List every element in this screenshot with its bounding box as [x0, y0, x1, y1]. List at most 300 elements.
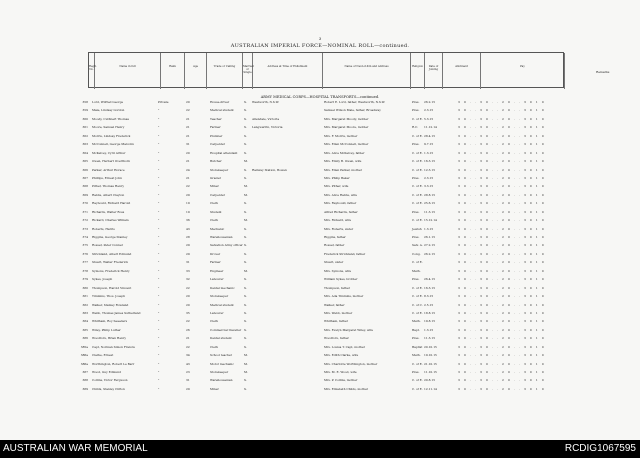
cell-rel: Pres.: [412, 100, 420, 104]
cell-ms: S.: [244, 226, 247, 231]
cell-rel: C. of E.: [412, 192, 423, 197]
cell-no: 366: [82, 167, 88, 172]
cell-rel: C. of E.: [412, 378, 423, 383]
cell-rank: ": [158, 159, 160, 164]
footer-left: AUSTRALIAN WAR MEMORIAL: [3, 443, 148, 454]
cell-name: Rabbs, Albert Clayton: [92, 192, 125, 197]
cell-no: 358: [82, 100, 88, 104]
cell-name: Rickard, Charles William: [92, 218, 129, 223]
col-name: Name in full: [95, 53, 161, 89]
cell-name: Stuart, Walter Frederick: [92, 260, 128, 265]
cell-ms: S.: [244, 319, 247, 324]
cell-rel: Pres.: [412, 277, 420, 282]
col-date: Date of Joining: [425, 53, 443, 89]
cell-trade: Storekeeper: [210, 370, 229, 374]
cell-age: 20: [186, 100, 190, 104]
cell-rank: ": [158, 218, 160, 223]
cell-rel: Pres.: [412, 370, 420, 374]
cell-date: 1.3.15: [424, 327, 434, 332]
cell-age: 24: [186, 167, 190, 172]
cell-name: Woodforu, Brian Henry: [92, 336, 127, 341]
cell-no: 360: [82, 116, 88, 121]
cell-rel: Baptist: [412, 344, 423, 349]
cell-ms: M.: [244, 370, 248, 374]
cell-pay-figures: 3 0 . . 3 0 . . 2 0 . . 3 0 1 0: [458, 125, 546, 130]
cell-pay-figures: 3 0 . . 3 0 . . 2 0 . . 3 0 1 0: [458, 336, 546, 341]
cell-trade: Plumber: [210, 133, 223, 138]
cell-age: 31: [186, 260, 190, 265]
cell-pay-figures: 3 0 . . 3 0 . . 2 0 . . 3 0 1 0: [458, 209, 546, 214]
cell-ms: S.: [244, 167, 247, 172]
cell-trade: Labourer: [210, 277, 224, 282]
cell-next: Rosser, father: [324, 243, 345, 248]
cell-ms: S.: [244, 336, 247, 341]
cell-no: 382: [82, 302, 88, 307]
cell-date: 2.5.15: [424, 302, 434, 307]
cell-next: William Sykes, brother: [324, 277, 358, 282]
cell-date: 20.8.15: [424, 378, 436, 383]
cell-ms: S.: [244, 116, 247, 121]
cell-addr: Westworth, N.S.W.: [252, 100, 279, 104]
cell-no: 369: [82, 192, 88, 197]
cell-name: McKelvey, Cyril Arthur: [92, 150, 126, 155]
cell-name: Worthington, Robert Le Barr: [92, 361, 135, 366]
cell-age: 29: [186, 251, 190, 256]
cell-date: 11.3.15: [424, 336, 436, 341]
cell-pay-figures: 3 0 . . 3 0 . . 2 0 . . 3 0 1 0: [458, 319, 546, 324]
cell-pay-figures: 3 0 . . 3 0 . . 2 0 . . 3 0 1 0: [458, 142, 546, 147]
cell-ms: M.: [244, 159, 248, 164]
cell-trade: Dental mechanic: [210, 285, 235, 290]
cell-name: Owen, Herbert Overthorn: [92, 159, 130, 164]
cell-rank: ": [158, 167, 160, 172]
cell-rel: Pres.: [412, 209, 420, 214]
cell-age: 22: [186, 319, 190, 324]
cell-next: Walker, father: [324, 302, 345, 307]
cell-pay-figures: 3 0 . . 3 0 . . 2 0 . . 3 0 1 0: [458, 100, 546, 104]
cell-rel: C. of E.: [412, 167, 423, 172]
cell-next: Mrs. Alice Rabbs, wife: [324, 192, 358, 197]
cell-no: 380: [82, 285, 88, 290]
cell-no: 367: [82, 175, 88, 180]
cell-date: 16.3.15: [424, 285, 436, 290]
cell-ms: S.: [244, 260, 247, 265]
cell-pay-figures: 3 0 . . 3 0 . . 2 0 . . 3 0 1 0: [458, 386, 546, 391]
cell-rank: ": [158, 108, 160, 113]
cell-ms: S.: [244, 235, 247, 239]
cell-trade: Grazier: [210, 175, 221, 180]
cell-no: 370: [82, 201, 88, 206]
cell-rel: Bapt.: [412, 327, 420, 332]
cell-pay-figures: 3 0 . . 3 0 . . 2 0 . . 3 0 1 0: [458, 175, 546, 180]
cell-name: Moore, Samuel Henry: [92, 125, 125, 130]
cell-date: 2.3.15: [424, 175, 434, 180]
cell-pay-figures: 3 0 . . 3 0 . . 2 0 . . 3 0 1 0: [458, 285, 546, 290]
cell-trade: Clerk: [210, 344, 218, 349]
cell-pay-figures: 3 0 . . 3 0 . . 2 0 . . 3 0 1 0: [458, 243, 546, 248]
cell-date: 1.3.15: [424, 226, 434, 231]
cell-next: Mrs. Symons, wife: [324, 268, 352, 273]
cell-date: 19.10.15: [424, 353, 437, 358]
cell-no: 363: [82, 142, 88, 147]
cell-next: Woodforu, father: [324, 336, 349, 341]
cell-trade: Miner: [210, 386, 219, 391]
cell-next: Mrs. Charlotte Worthington, mother: [324, 361, 378, 366]
cell-trade: Storekeeper: [210, 167, 229, 172]
cell-trade: Commercial traveller: [210, 327, 242, 332]
cell-trade: Medical student: [210, 108, 234, 113]
cell-age: 22: [186, 344, 190, 349]
cell-rel: C. of E.: [412, 201, 423, 206]
cell-rel: C. of E.: [412, 285, 423, 290]
cell-pay-figures: 3 0 . . 3 0 . . 2 0 . . 3 0 1 0: [458, 133, 546, 138]
cell-pay-figures: 3 0 . . 3 0 . . 2 0 . . 3 0 1 0: [458, 378, 546, 383]
cell-pay-figures: 3 0 . . 3 0 . . 2 0 . . 3 0 1 0: [458, 302, 546, 307]
cell-no: 387: [82, 370, 88, 374]
cell-trade: Teacher: [210, 116, 222, 121]
col-married: Married or Single: [243, 53, 253, 89]
cell-age: 29: [186, 386, 190, 391]
cell-next: Frederick Strickland, father: [324, 251, 366, 256]
cell-age: 19: [186, 209, 190, 214]
cell-ms: S.: [244, 133, 247, 138]
cell-no: 383: [82, 310, 88, 315]
cell-trade: Medical student: [210, 302, 234, 307]
col-rank: Rank: [161, 53, 185, 89]
cell-next: Mrs. Margaret Moore, mother: [324, 125, 369, 130]
cell-name: Whitham, Roy Seaeders: [92, 319, 128, 324]
cell-rank: ": [158, 243, 160, 248]
cell-trade: Labourer: [210, 310, 224, 315]
cell-age: 20: [186, 302, 190, 307]
cell-name: Timmins, Thos. Joseph: [92, 294, 126, 299]
cell-name: Collins, Victor Ferguson: [92, 378, 128, 383]
col-age: Age: [185, 53, 207, 89]
col-religion: Religion: [411, 53, 425, 89]
cell-name: Symons, Frederick Henry: [92, 268, 130, 273]
cell-pay-figures: 3 0 . . 3 0 . . 2 0 . . 3 0 1 0: [458, 167, 546, 172]
cell-rel: Salv. A.: [412, 243, 423, 248]
page-number: 3: [318, 36, 322, 41]
cell-rel: C. of E.: [412, 218, 423, 223]
cell-name: Wood, Guy Edmund: [92, 370, 121, 374]
cell-rank: ": [158, 344, 160, 349]
table-row: [82, 386, 588, 396]
cell-next: Mrs. Webb, mother: [324, 310, 353, 315]
cell-age: 21: [186, 125, 190, 130]
cell-trade: Mechanic: [210, 226, 225, 231]
cell-pay-figures: 3 0 . . 3 0 . . 2 0 . . 3 0 1 0: [458, 201, 546, 206]
cell-rank: ": [158, 226, 160, 231]
cell-name: Phillips, Ernest John: [92, 175, 122, 180]
cell-age: 21: [186, 116, 190, 121]
cell-no: 359: [82, 108, 88, 113]
cell-name: Male, Lindsay Gordon: [92, 108, 125, 113]
cell-next: Mrs. Evelyn Margaret Wiley, wife: [324, 327, 374, 332]
cell-no: 375: [82, 243, 88, 248]
cell-date: 26.4.15: [424, 277, 436, 282]
cell-trade: Farmer: [210, 260, 221, 265]
footer-bar: [0, 440, 640, 458]
cell-next: Samuel Wilson Male, father, Broadway: [324, 108, 381, 113]
cell-date: 11.3.15: [424, 209, 436, 214]
cell-rel: Jewish: [412, 226, 422, 231]
cell-rel: C. of E.: [412, 159, 423, 164]
cell-date: 9.7.15: [424, 142, 434, 147]
cell-no: 386a: [80, 353, 88, 358]
cell-rank: ": [158, 285, 160, 290]
cell-no: 381: [82, 294, 88, 299]
cell-ms: S.: [244, 201, 247, 206]
cell-age: 22: [186, 108, 190, 113]
col-pay: Pay: [481, 53, 565, 89]
cell-no: 377: [82, 260, 88, 265]
cell-date: 8.3.15: [424, 294, 434, 299]
cell-addr: Langwarrin, Victoria: [252, 125, 283, 130]
cell-date: 21.10.15: [424, 361, 437, 366]
cell-name: Clarke, Ernest: [92, 353, 114, 358]
cell-rank: ": [158, 235, 160, 239]
cell-age: 22: [186, 285, 190, 290]
cell-rank: ": [158, 319, 160, 324]
cell-no: 386a: [80, 361, 88, 366]
cell-pay-figures: 3 0 . . 3 0 . . 2 0 . . 3 0 1 0: [458, 370, 546, 374]
cell-rank: Private: [158, 100, 169, 104]
cell-rank: ": [158, 142, 160, 147]
cell-next: Mrs. Rickard, wife: [324, 218, 352, 223]
cell-rel: Pres.: [412, 235, 420, 239]
cell-rank: ": [158, 302, 160, 307]
section-heading: ARMY MEDICAL CORPS—HOSPITAL TRANSPORTS—continued.: [260, 95, 380, 99]
cell-trade: Clerk: [210, 218, 218, 223]
cell-next: Alfred Richards, father: [324, 209, 358, 214]
cell-ms: S.: [244, 142, 247, 147]
cell-name: Sykes, Joseph: [92, 277, 113, 282]
cell-name: Webb, Thomas James Sutherland: [92, 310, 141, 315]
cell-next: Mrs. F. Morris, mother: [324, 133, 358, 138]
col-address: Address at Time of Enlistment: [253, 53, 323, 89]
cell-rel: C. of E.: [412, 116, 423, 121]
cell-name: Rosser, Peter Conner: [92, 243, 123, 248]
cell-no: 389: [82, 386, 88, 391]
cell-age: 31: [186, 142, 190, 147]
cell-pay-figures: 3 0 . . 3 0 . . 2 0 . . 3 0 1 0: [458, 116, 546, 121]
cell-no: 361: [82, 125, 88, 130]
cell-date: 26.1.15: [424, 235, 436, 239]
cell-ms: S.: [244, 344, 247, 349]
cell-age: 43: [186, 361, 190, 366]
col-remarks: Remarks: [596, 70, 610, 74]
cell-trade: Warehouseman: [210, 235, 233, 239]
cell-rank: ": [158, 327, 160, 332]
cell-name: Richards, Walter Ross: [92, 209, 125, 214]
cell-no: 388: [82, 378, 88, 383]
cell-name: Childs, Stanley Clifton: [92, 386, 125, 391]
cell-pay-figures: 3 0 . . 3 0 . . 2 0 . . 3 0 1 0: [458, 361, 546, 366]
cell-rank: ": [158, 251, 160, 256]
cell-rel: C. of E.: [412, 361, 423, 366]
cell-rel: C. of E.: [412, 133, 423, 138]
cell-pay-figures: 3 0 . . 3 0 . . 2 0 . . 3 0 1 0: [458, 344, 546, 349]
cell-rank: ": [158, 133, 160, 138]
cell-pay-figures: 3 0 . . 3 0 . . 2 0 . . 3 0 1 0: [458, 235, 546, 239]
cell-rel: C. of E.: [412, 294, 423, 299]
cell-rank: ": [158, 209, 160, 214]
cell-rank: ": [158, 277, 160, 282]
cell-trade: House-driver: [210, 100, 230, 104]
cell-rank: ": [158, 353, 160, 358]
cell-trade: Clerk: [210, 319, 218, 324]
cell-no: 378: [82, 268, 88, 273]
cell-trade: Farmer: [210, 125, 221, 130]
cell-date: 16.3.15: [424, 159, 436, 164]
col-allotment: Allotment: [443, 53, 481, 89]
cell-age: 26: [186, 327, 190, 332]
cell-age: 33: [186, 268, 190, 273]
cell-next: Mrs. Margaret Moody, mother: [324, 116, 369, 121]
cell-date: 5.3.15: [424, 116, 434, 121]
cell-rel: C. of E.: [412, 386, 423, 391]
cell-pay-figures: 3 0 . . 3 0 . . 2 0 . . 3 0 1 0: [458, 268, 546, 273]
cell-date: 18.8.15: [424, 310, 436, 315]
cell-next: Mrs. Pither, wife: [324, 184, 349, 189]
cell-trade: Miner: [210, 184, 219, 189]
cell-no: 364: [82, 150, 88, 155]
cell-rel: Pres.: [412, 108, 420, 113]
cell-ms: S.: [244, 386, 247, 391]
cell-next: Mrs. Emily B. Owen, wife: [324, 159, 362, 164]
cell-next: Mrs. Louisa T. Capt, mother: [324, 344, 365, 349]
cell-trade: School teacher: [210, 353, 232, 358]
cell-age: 28: [186, 235, 190, 239]
cell-date: 15.12.14: [424, 218, 437, 223]
cell-rank: ": [158, 378, 160, 383]
cell-rel: C. of E.: [412, 260, 423, 265]
cell-age: 21: [186, 159, 190, 164]
cell-date: 27.2.15: [424, 243, 436, 248]
cell-trade: Hospital attendant: [210, 150, 238, 155]
col-trade: Trade or Calling: [207, 53, 243, 89]
cell-trade: Motor mechanic: [210, 361, 234, 366]
cell-no: 373: [82, 226, 88, 231]
cell-ms: S.: [244, 302, 247, 307]
cell-age: 21: [186, 175, 190, 180]
cell-age: 43: [186, 226, 190, 231]
cell-next: Mrs. Roberts, sister: [324, 226, 354, 231]
cell-no: 385a: [80, 344, 88, 349]
cell-rank: ": [158, 336, 160, 341]
cell-ms: M.: [244, 192, 248, 197]
cell-pay-figures: 3 0 . . 3 0 . . 2 0 . . 3 0 1 0: [458, 327, 546, 332]
cell-trade: Butcher: [210, 159, 222, 164]
cell-age: 36: [186, 218, 190, 223]
cell-trade: Carpenter: [210, 192, 225, 197]
cell-next: Mrs. Alice McKelvey, father: [324, 150, 365, 155]
cell-ms: S.: [244, 310, 247, 315]
cell-rel: Meth.: [412, 319, 421, 324]
cell-no: 374: [82, 235, 88, 239]
cell-no: 379: [82, 277, 88, 282]
cell-date: 19.8.15: [424, 319, 436, 324]
cell-age: 32: [186, 277, 190, 282]
cell-rank: ": [158, 125, 160, 130]
cell-no: 384: [82, 319, 88, 324]
cell-trade: Clerk: [210, 201, 218, 206]
cell-ms: S.: [244, 209, 247, 214]
cell-ms: S.: [244, 125, 247, 130]
cell-next: Stuart, sister: [324, 260, 344, 265]
cell-name: Raybould, Richard Harold: [92, 201, 131, 206]
cell-age: 21: [186, 133, 190, 138]
cell-next: Mrs. Ada Timmins, mother: [324, 294, 364, 299]
cell-no: 385: [82, 327, 88, 332]
cell-rank: ": [158, 192, 160, 197]
cell-next: Mrs. P. Collins, mother: [324, 378, 358, 383]
cell-no: 376: [82, 251, 88, 256]
cell-next: Mrs. Ellen McConnell, mother: [324, 142, 369, 147]
cell-date: 11.12.14: [424, 125, 437, 130]
cell-pay-figures: 3 0 . . 3 0 . . 2 0 . . 3 0 1 0: [458, 192, 546, 197]
cell-trade: Engineer: [210, 268, 224, 273]
cell-trade: Salvation Army officer: [210, 243, 243, 248]
cell-name: Roberts, Harris: [92, 226, 115, 231]
cell-pay-figures: 3 0 . . 3 0 . . 2 0 . . 3 0 1 0: [458, 277, 546, 282]
cell-no: 362: [82, 133, 88, 138]
cell-rel: C. of E.: [412, 310, 423, 315]
cell-rel: Meth.: [412, 353, 421, 358]
cell-next: Mrs. Ellen Parker, mother: [324, 167, 362, 172]
cell-next: Mrs. Philip Baker: [324, 175, 350, 180]
cell-age: 29: [186, 243, 190, 248]
cell-next: Mrs. Raybould, father: [324, 201, 357, 206]
cell-trade: Storekeeper: [210, 294, 229, 299]
cell-name: Capt, Norman Simon Francis: [92, 344, 135, 349]
cell-name: Wiley, Philip Luther: [92, 327, 121, 332]
cell-rank: ": [158, 310, 160, 315]
cell-ms: S.: [244, 277, 247, 282]
cell-trade: Drover: [210, 251, 221, 256]
col-next-of-kin: Name of Next-of-Kin and Address: [323, 53, 411, 89]
cell-date: 25.6.15: [424, 201, 436, 206]
cell-age: 21: [186, 336, 190, 341]
cell-ms: S.: [244, 251, 247, 256]
cell-pay-figures: 3 0 . . 3 0 . . 2 0 . . 3 0 1 0: [458, 150, 546, 155]
cell-next: Thompson, father: [324, 285, 350, 290]
cell-age: 29: [186, 192, 190, 197]
footer-right: RCDIG1067595: [564, 443, 636, 454]
cell-next: Mrs. Elizabeth Childs, mother: [324, 386, 369, 391]
col-regtl-no: Regtl. No.: [89, 53, 95, 89]
cell-ms: S.: [244, 294, 247, 299]
cell-next: Mrs. Edith Clarke, wife: [324, 353, 359, 358]
cell-trade: Dental student: [210, 336, 232, 341]
cell-ms: S.: [244, 327, 247, 332]
cell-rel: Cong.: [412, 251, 421, 256]
cell-rank: ": [158, 184, 160, 189]
cell-pay-figures: 3 0 . . 3 0 . . 2 0 . . 3 0 1 0: [458, 184, 546, 189]
cell-age: 34: [186, 353, 190, 358]
cell-date: 20.10.15: [424, 344, 437, 349]
cell-ms: S.: [244, 108, 247, 113]
cell-pay-figures: 3 0 . . 3 0 . . 2 0 . . 3 0 1 0: [458, 353, 546, 358]
cell-addr: Railway Station, Bowen: [252, 167, 287, 172]
cell-rank: ": [158, 361, 160, 366]
cell-rank: ": [158, 268, 160, 273]
cell-name: Parker, Arthur Horace: [92, 167, 125, 172]
cell-trade: Student: [210, 209, 222, 214]
cell-no: 372: [82, 218, 88, 223]
cell-rel: C. of C.: [412, 302, 423, 307]
